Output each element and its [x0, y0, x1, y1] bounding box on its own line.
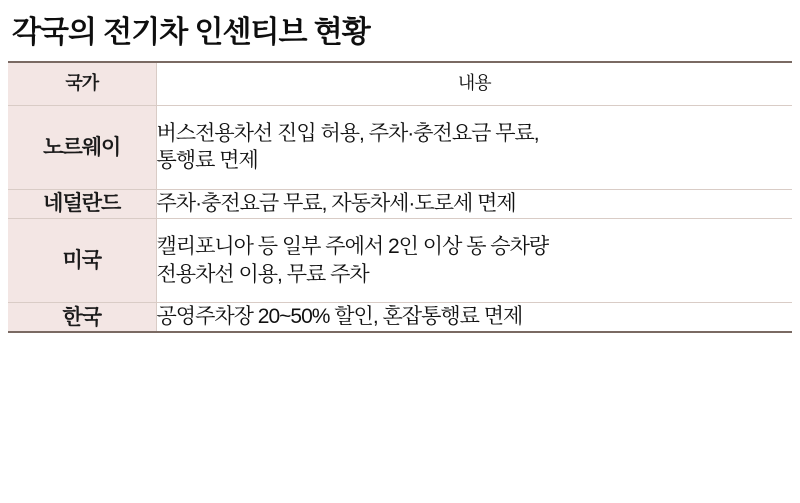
content-line: 공영주차장 20~50% 할인, 혼잡통행료 면제	[156, 305, 523, 329]
row-content-usa	[156, 218, 792, 302]
row-content-korea	[156, 303, 792, 332]
table-header-row	[8, 62, 792, 105]
column-header-content: 내용	[156, 62, 792, 105]
table-row	[8, 303, 792, 332]
row-country-netherlands: 네덜란드	[8, 190, 156, 219]
content-line: 캘리포니아 등 일부 주에서 2인 이상 동 승차량	[156, 234, 549, 258]
column-header-country: 국가	[8, 62, 156, 105]
row-content-norway	[156, 105, 792, 189]
table-row	[8, 218, 792, 302]
content-line: 주차·충전요금 무료, 자동차세·도로세 면제	[156, 192, 516, 216]
table-row	[8, 190, 792, 219]
table-row	[8, 105, 792, 189]
row-country-usa: 미국	[8, 218, 156, 302]
content-line: 버스전용차선 진입 허용, 주차·충전요금 무료,	[156, 121, 539, 145]
row-country-korea: 한국	[8, 303, 156, 332]
row-content-netherlands	[156, 190, 792, 219]
row-country-norway: 노르웨이	[8, 105, 156, 189]
page-title: 각국의 전기차 인센티브 현황	[12, 16, 370, 49]
content-line: 통행료 면제	[156, 149, 258, 173]
incentive-table	[8, 61, 792, 333]
content-line: 전용차선 이용, 무료 주차	[156, 262, 369, 286]
